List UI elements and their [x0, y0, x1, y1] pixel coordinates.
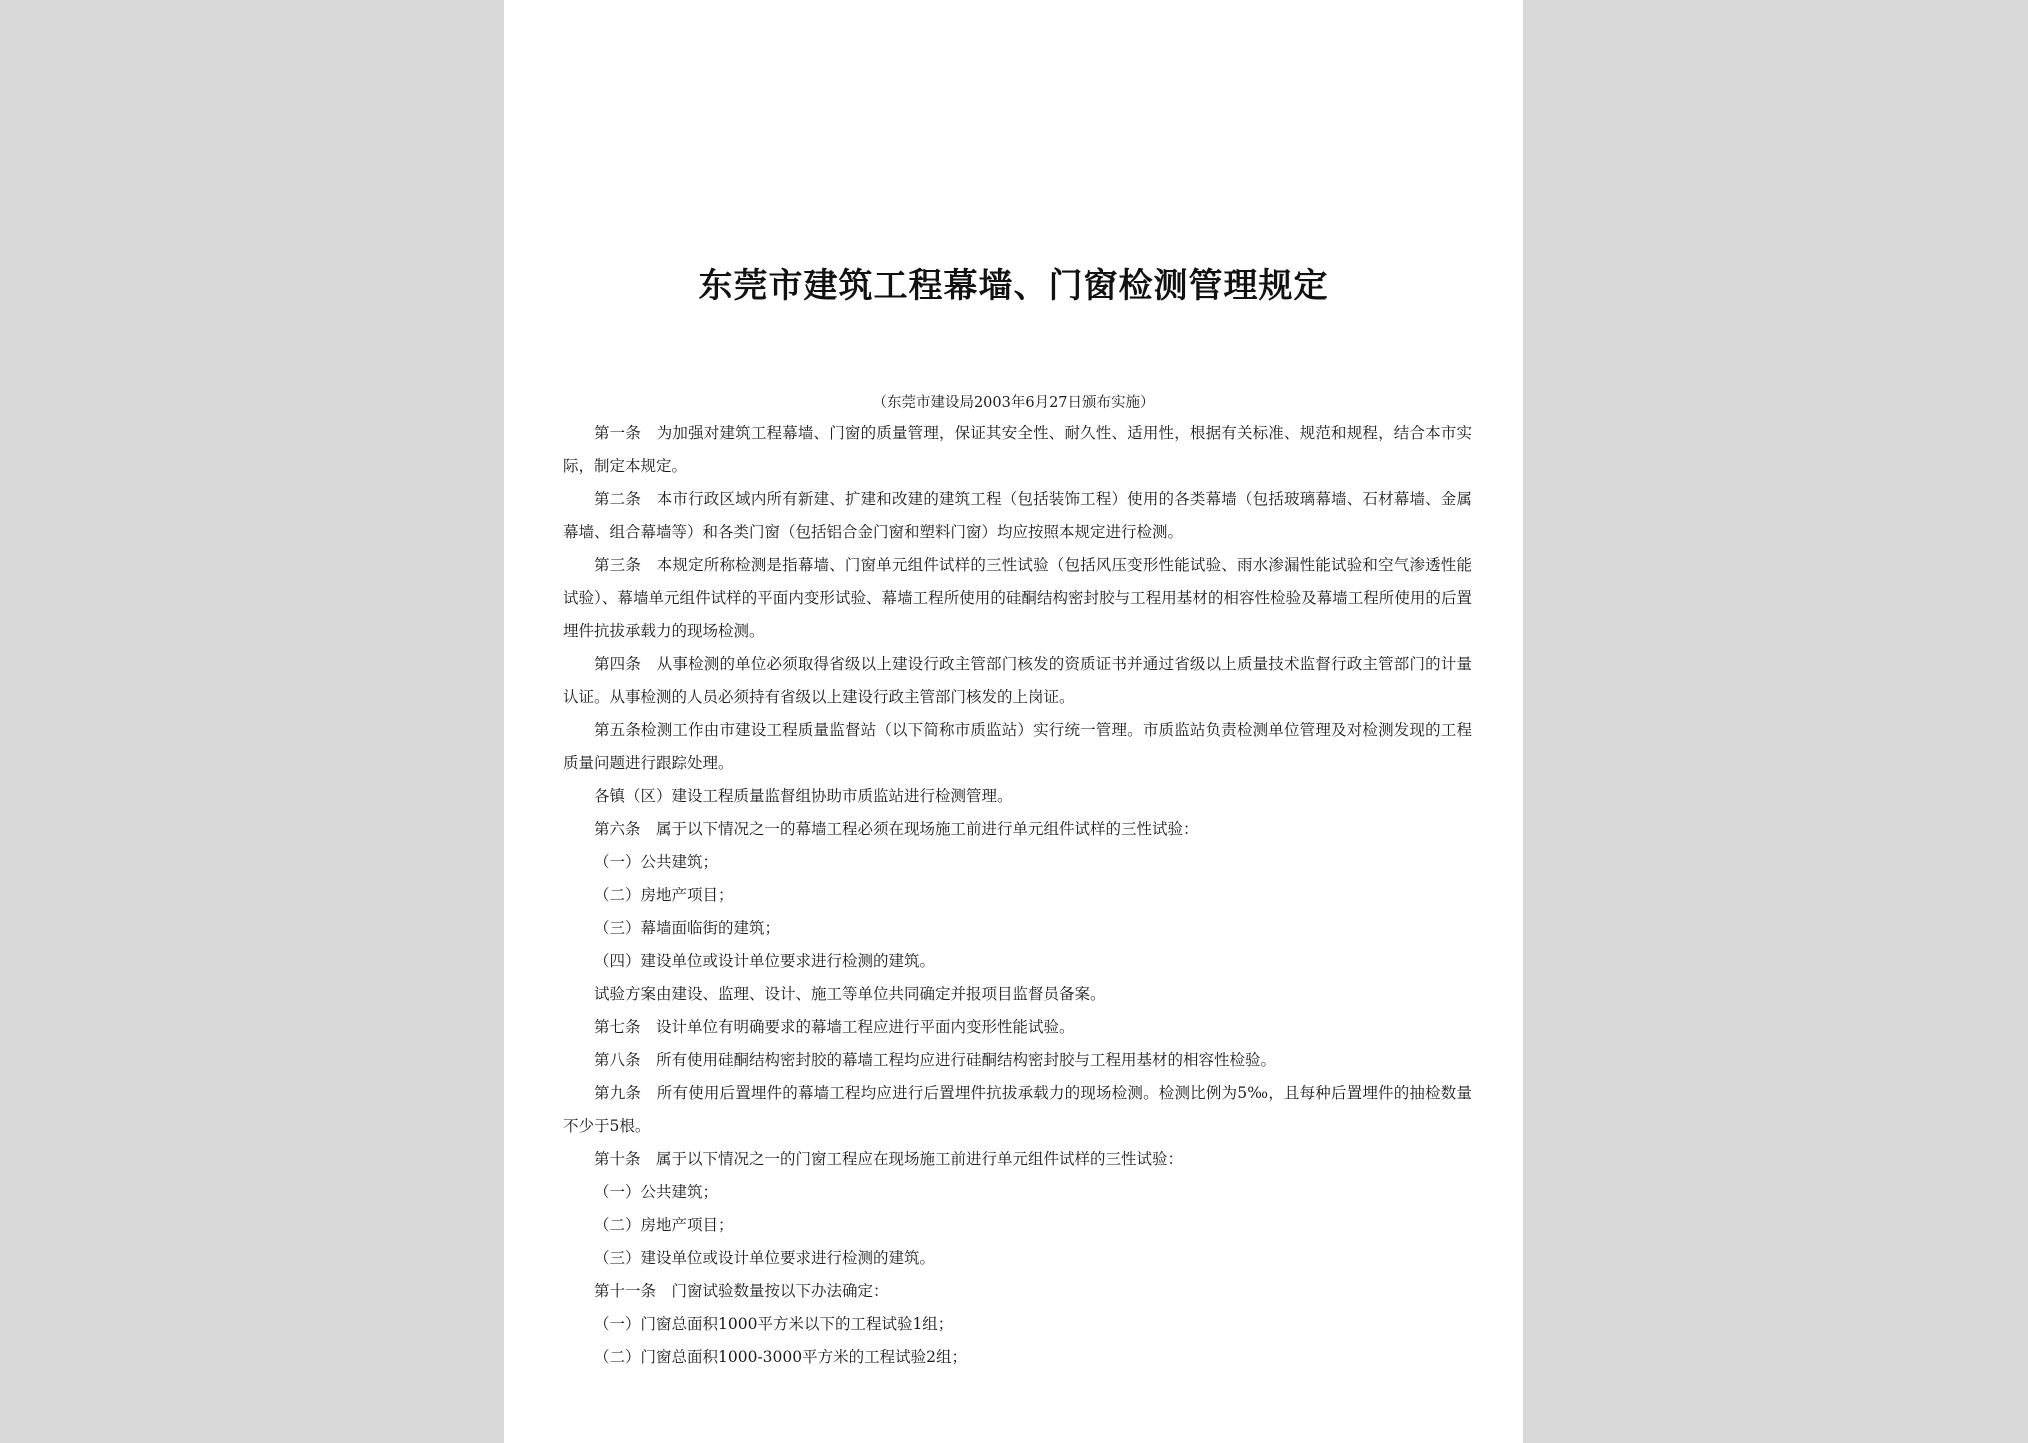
article-9: 第九条 所有使用后置埋件的幕墙工程均应进行后置埋件抗拔承载力的现场检测。检测比例为5‰，且每种后置埋件的抽检数量不少于5根。 — [563, 1084, 1472, 1135]
article-3: 第三条 本规定所称检测是指幕墙、门窗单元组件试样的三性试验（包括风压变形性能试验、雨水渗漏性能试验和空气渗透性能试验）、幕墙单元组件试样的平面内变形试验、幕墙工程所使用的硅酮结构密封胶与工程用基材的相容性检验及幕墙工程所使用的后置埋件抗拔承载力的现场检测。 — [563, 556, 1472, 640]
article-5-note: 各镇（区）建设工程质量监督组协助市质监站进行检测管理。 — [594, 787, 1013, 805]
article-6-item-1: （一）公共建筑； — [594, 853, 719, 871]
article-6-item-2: （二）房地产项目； — [594, 886, 734, 904]
article-8: 第八条 所有使用硅酮结构密封胶的幕墙工程均应进行硅酮结构密封胶与工程用基材的相容性检验。 — [594, 1051, 1277, 1069]
article-10-item-3: （三）建设单位或设计单位要求进行检测的建筑。 — [594, 1249, 936, 1267]
article-6: 第六条 属于以下情况之一的幕墙工程必须在现场施工前进行单元组件试样的三性试验： — [594, 820, 1199, 838]
document-page — [504, 0, 1523, 1443]
article-4: 第四条 从事检测的单位必须取得省级以上建设行政主管部门核发的资质证书并通过省级以上质量技术监督行政主管部门的计量认证。从事检测的人员必须持有省级以上建设行政主管部门核发的上岗证。 — [563, 655, 1472, 706]
article-11-item-1: （一）门窗总面积1000平方米以下的工程试验1组； — [594, 1315, 954, 1333]
article-2: 第二条 本市行政区域内所有新建、扩建和改建的建筑工程（包括装饰工程）使用的各类幕墙（包括玻璃幕墙、石材幕墙、金属幕墙、组合幕墙等）和各类门窗（包括铝合金门窗和塑料门窗）均应按照本规定进行检测。 — [563, 490, 1472, 541]
article-10: 第十条 属于以下情况之一的门窗工程应在现场施工前进行单元组件试样的三性试验： — [594, 1150, 1184, 1168]
article-6-item-4: （四）建设单位或设计单位要求进行检测的建筑。 — [594, 952, 936, 970]
article-10-item-1: （一）公共建筑； — [594, 1183, 719, 1201]
article-10-item-2: （二）房地产项目； — [594, 1216, 734, 1234]
document-body — [563, 417, 1472, 1374]
article-6-item-3: （三）幕墙面临街的建筑； — [594, 919, 781, 937]
article-1: 第一条 为加强对建筑工程幕墙、门窗的质量管理，保证其安全性、耐久性、适用性，根据有关标准、规范和规程，结合本市实际，制定本规定。 — [563, 424, 1472, 475]
article-6-note: 试验方案由建设、监理、设计、施工等单位共同确定并报项目监督员备案。 — [594, 985, 1106, 1003]
article-11-item-2: （二）门窗总面积1000-3000平方米的工程试验2组； — [594, 1348, 967, 1366]
article-7: 第七条 设计单位有明确要求的幕墙工程应进行平面内变形性能试验。 — [594, 1018, 1075, 1036]
article-5: 第五条检测工作由市建设工程质量监督站（以下简称市质监站）实行统一管理。市质监站负责检测单位管理及对检测发现的工程质量问题进行跟踪处理。 — [563, 721, 1472, 772]
document-subtitle: （东莞市建设局2003年6月27日颁布实施） — [872, 395, 1155, 411]
document-title: 东莞市建筑工程幕墙、门窗检测管理规定 — [698, 266, 1329, 306]
article-11: 第十一条 门窗试验数量按以下办法确定： — [594, 1282, 889, 1300]
